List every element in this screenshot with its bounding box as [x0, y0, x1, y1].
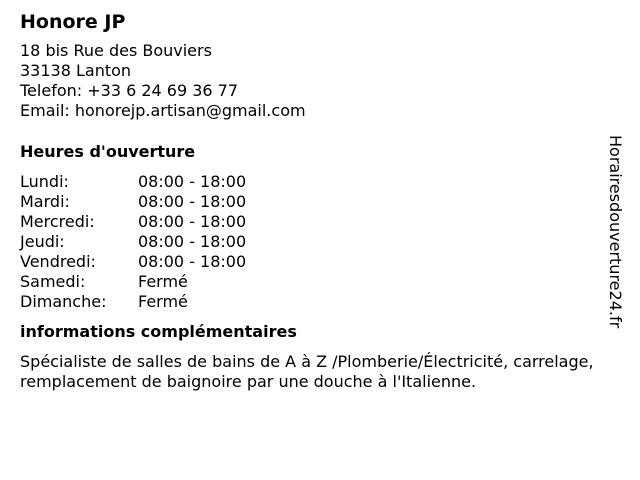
day-label: Mardi: [20, 192, 70, 211]
day-hours: 08:00 - 18:00 [138, 172, 247, 191]
day-label: Jeudi: [20, 232, 65, 251]
day-hours: 08:00 - 18:00 [138, 252, 247, 271]
opening-hours-table [20, 172, 246, 312]
day-label: Mercredi: [20, 212, 95, 231]
hours-row [20, 252, 246, 272]
opening-hours-heading: Heures d'ouverture [20, 142, 196, 161]
hours-row [20, 212, 246, 232]
additional-info-heading: informations complémentaires [20, 322, 297, 341]
hours-row [20, 232, 246, 252]
hours-row [20, 272, 246, 292]
day-label: Dimanche: [20, 292, 107, 311]
day-hours: Fermé [138, 272, 188, 291]
email-line: Email: honorejp.artisan@gmail.com [20, 101, 306, 120]
day-label: Vendredi: [20, 252, 96, 271]
day-label: Samedi: [20, 272, 86, 291]
postal-city: 33138 Lanton [20, 61, 132, 80]
hours-row [20, 172, 246, 192]
site-watermark: Horairesdouverture24.fr [606, 135, 625, 329]
day-hours: Fermé [138, 292, 188, 311]
hours-row [20, 292, 246, 312]
phone-line: Telefon: +33 6 24 69 36 77 [20, 81, 239, 100]
day-label: Lundi: [20, 172, 69, 191]
street-address: 18 bis Rue des Bouviers [20, 41, 212, 60]
business-name: Honore JP [20, 11, 126, 33]
address-block [20, 41, 600, 121]
day-hours: 08:00 - 18:00 [138, 232, 247, 251]
day-hours: 08:00 - 18:00 [138, 192, 247, 211]
business-card [20, 10, 600, 392]
additional-info-text: Spécialiste de salles de bains de A à Z /Plomberie/Électricité, carrelage, remplacement de baignoire par une douche à l'Italienne. [20, 352, 594, 391]
day-hours: 08:00 - 18:00 [138, 212, 247, 231]
hours-row [20, 192, 246, 212]
